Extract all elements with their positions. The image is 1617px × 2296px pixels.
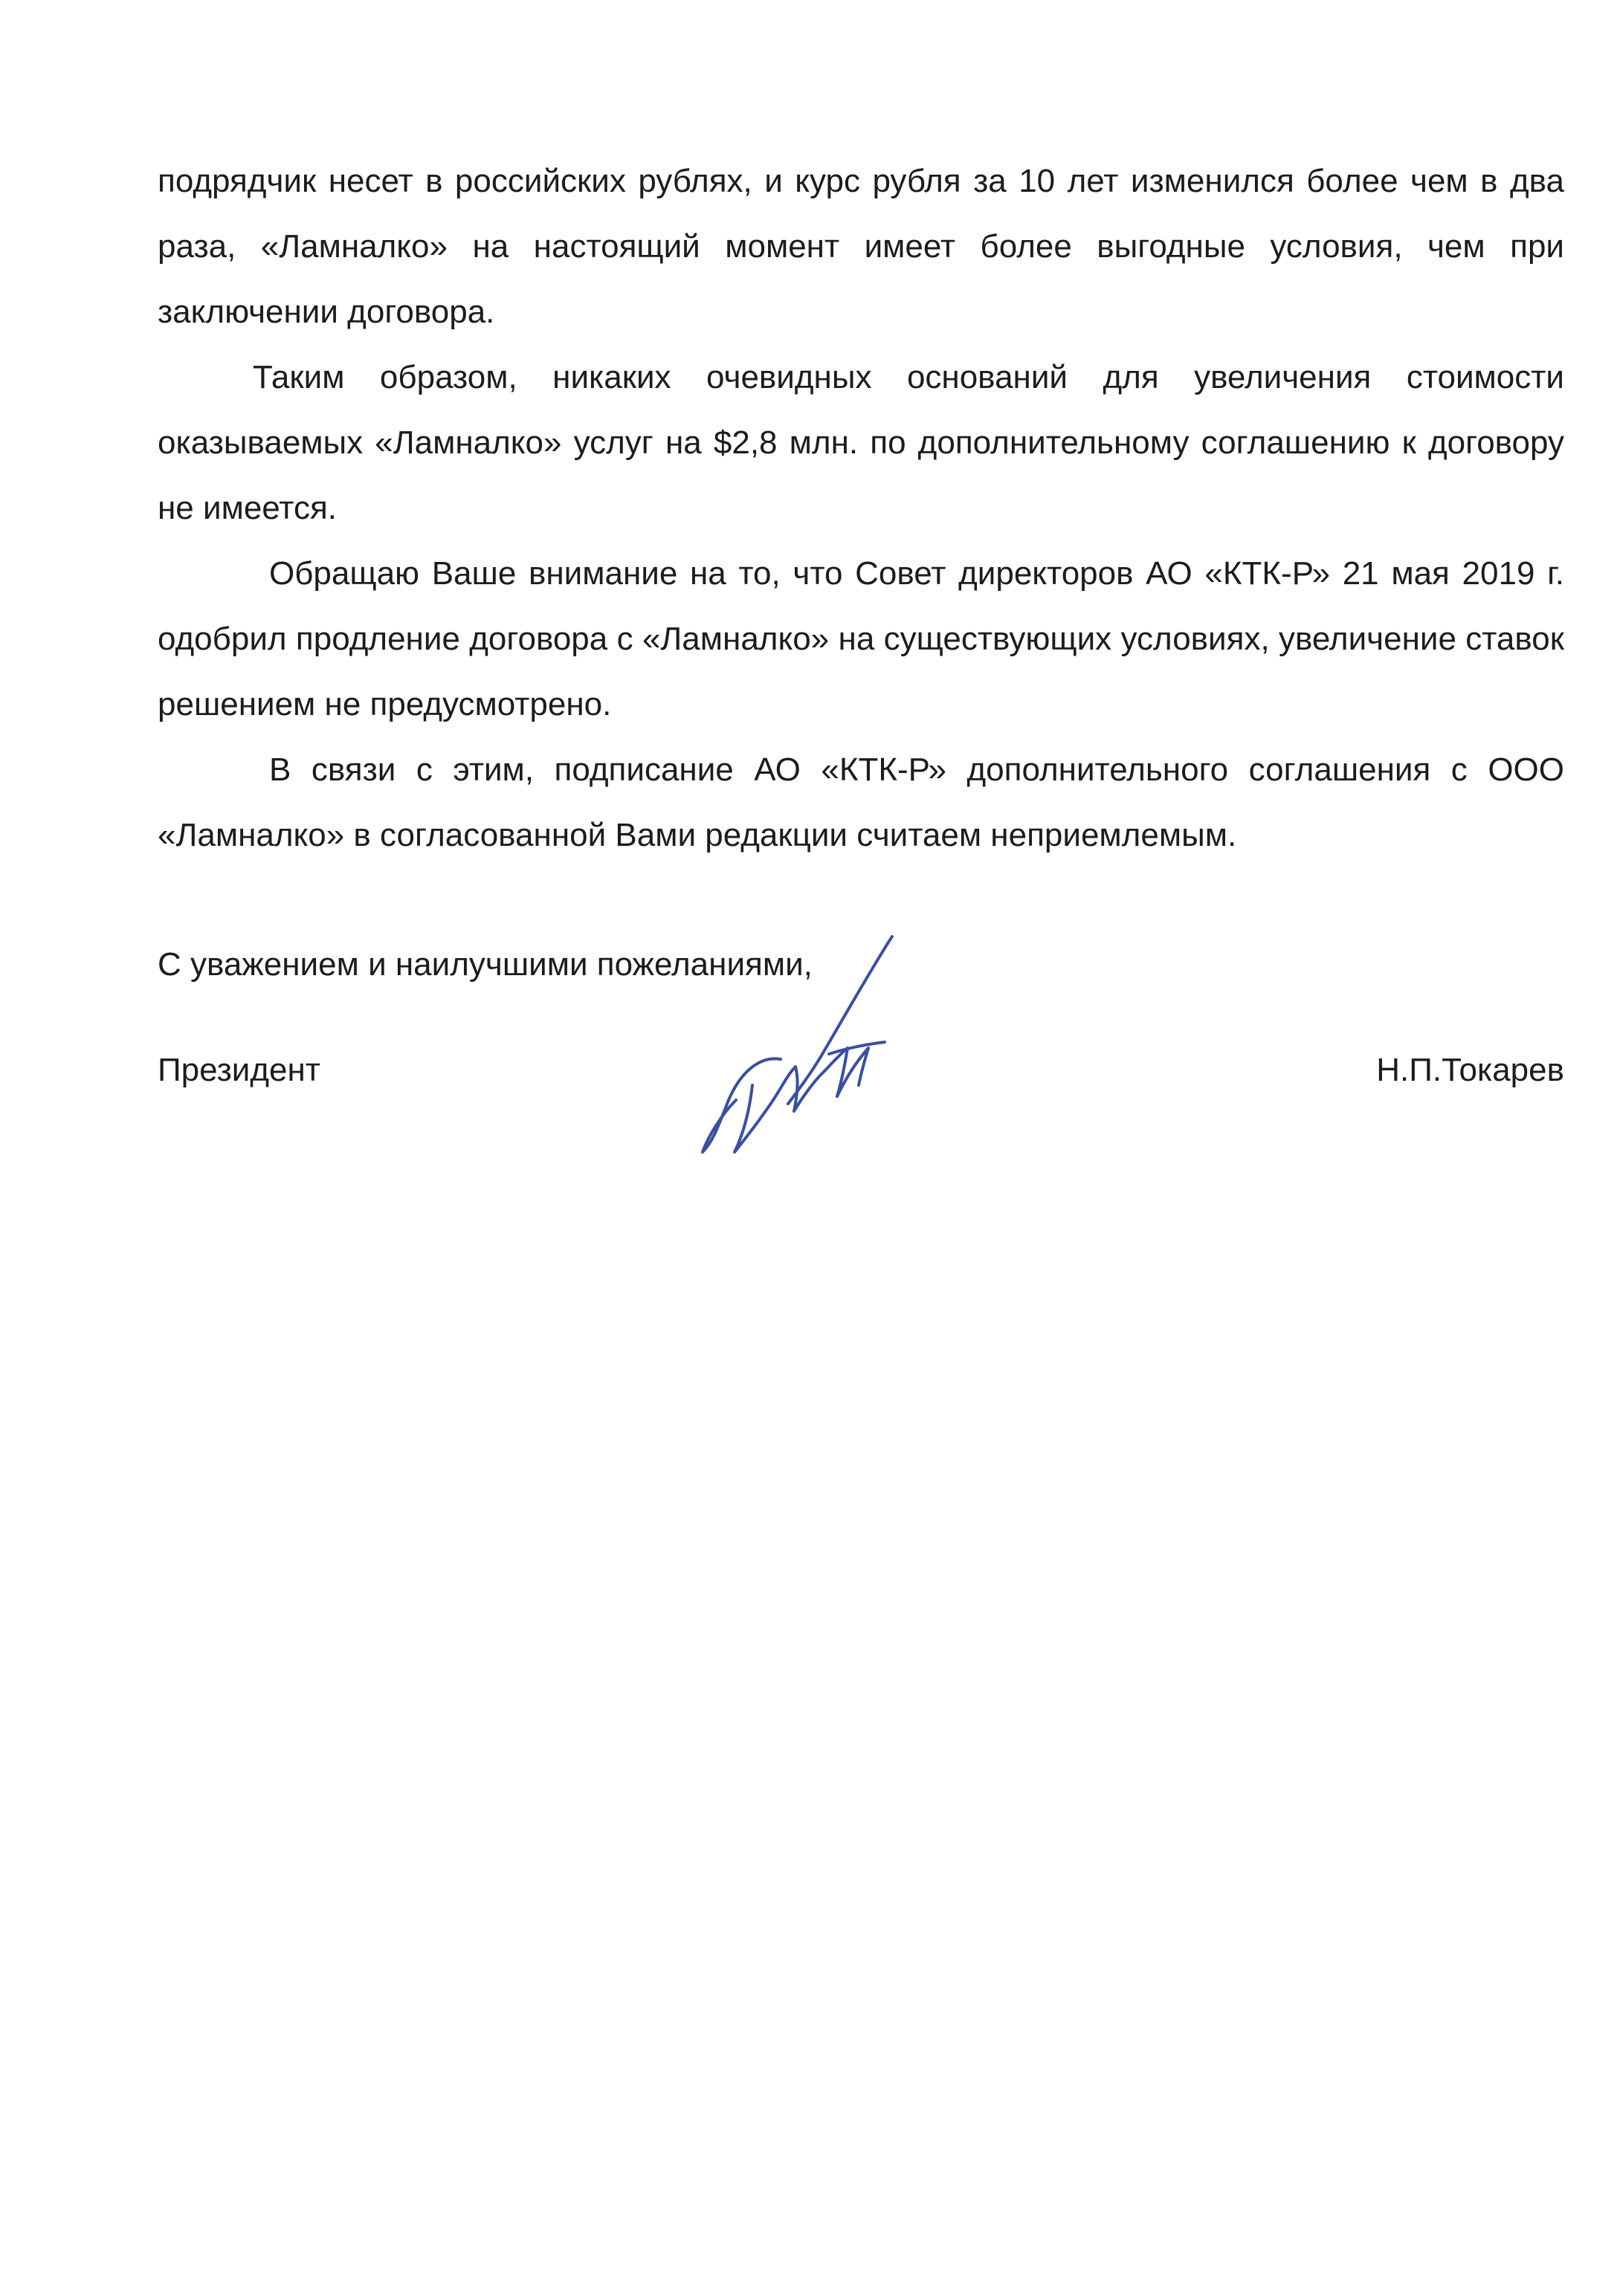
handwritten-signature [669,929,922,1167]
paragraph-1: подрядчик несет в российских рублях, и курс рубля за 10 лет изменился более чем в два раза, «Ламналко» на настоящий момент имеет более выгодные условия, чем при заключении договора. [158,163,1564,330]
letter-body [158,149,1564,868]
signer-position: Президент [158,1052,320,1088]
paragraph-2: Таким образом, никаких очевидных оснований для увеличения стоимости оказываемых «Ламналко» услуг на $2,8 млн. по дополнительному соглашению к договору не имеется. [158,359,1564,526]
signer-name: Н.П.Токарев [1376,1052,1564,1088]
paragraph-4: В связи с этим, подписание АО «КТК-Р» дополнительного соглашения с ООО «Ламналко» в согласованной Вами редакции считаем неприемлемым. [158,751,1564,853]
paragraph-3: Обращаю Ваше внимание на то, что Совет директоров АО «КТК-Р» 21 мая 2019 г. одобрил продление договора с «Ламналко» на существующих условиях, увеличение ставок решением не предусмотрено. [158,555,1564,722]
closing-phrase: С уважением и наилучшими пожеланиями, [158,946,813,983]
